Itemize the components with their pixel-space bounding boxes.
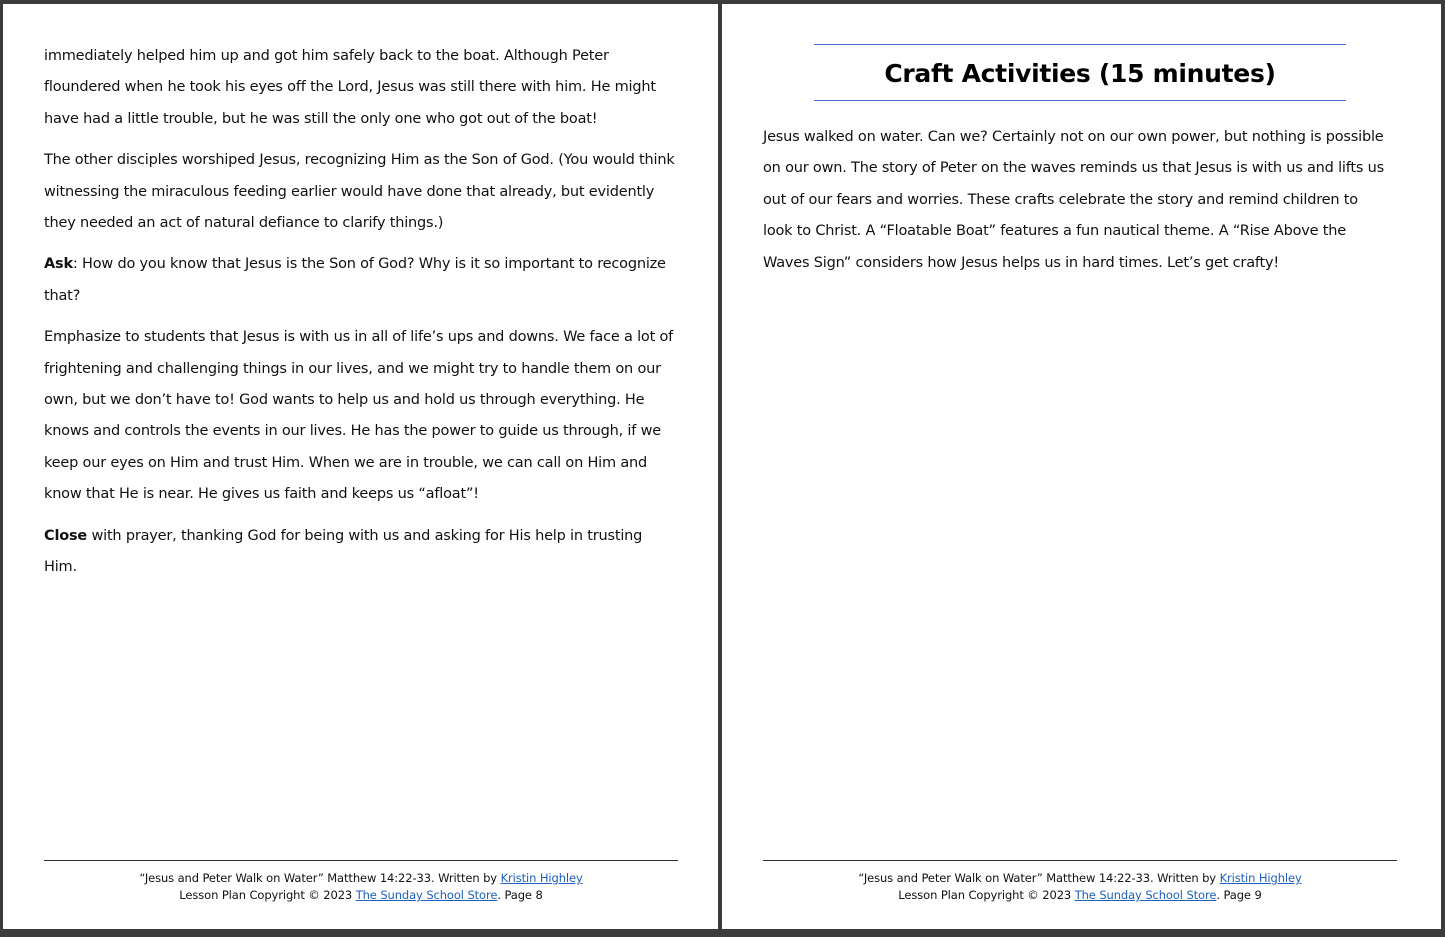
page-8 (3, 4, 718, 929)
section-heading: Craft Activities (15 minutes) (884, 59, 1276, 88)
footer-credit-line: “Jesus and Peter Walk on Water” Matthew 14:22-33. Written by Kristin Highley (139, 871, 583, 885)
page-8-body (44, 41, 678, 594)
footer-copyright-line: Lesson Plan Copyright © 2023 The Sunday School Store. Page 8 (179, 888, 543, 902)
page-9 (722, 4, 1441, 929)
author-link[interactable]: Kristin Highley (1219, 871, 1302, 885)
close-paragraph: Close with prayer, thanking God for being with us and asking for His help in trusting Him. (44, 527, 643, 576)
store-link[interactable]: The Sunday School Store (1074, 888, 1217, 902)
paragraph: immediately helped him up and got him safely back to the boat. Although Peter floundered when he took his eyes off the Lord, Jesus was still there with him. He might have had a little trouble, but he was still the only one who got out of the boat! (44, 48, 656, 127)
ask-label: Ask (44, 256, 73, 273)
close-label: Close (44, 527, 88, 544)
page-footer (763, 860, 1397, 904)
paragraph: The other disciples worshiped Jesus, recognizing Him as the Son of God. (You would think witnessing the miraculous feeding earlier would have done that already, but evidently they needed an act of natural defiance to clarify things.) (44, 152, 675, 232)
page-footer (44, 860, 678, 904)
page-number: . Page 9 (1216, 888, 1262, 902)
footer-copyright-line: Lesson Plan Copyright © 2023 The Sunday School Store. Page 9 (898, 888, 1262, 902)
page-9-body (763, 122, 1391, 289)
footer-divider (763, 860, 1397, 861)
footer-divider (44, 860, 678, 861)
ask-paragraph: Ask: How do you know that Jesus is the Son of God? Why is it so important to recognize that? (44, 256, 666, 304)
paragraph: Emphasize to students that Jesus is with us in all of life’s ups and downs. We face a lot of frightening and challenging things in our lives, and we might try to handle them on our own, but we don’t have to! God wants to help us and hold us through everything. He knows and controls the events in our lives. He has the power to guide us through, if we keep our eyes on Him and trust Him. When we are in trouble, we can call on Him and know that He is near. He gives us faith and keeps us “afloat”! (44, 329, 674, 503)
store-link[interactable]: The Sunday School Store (355, 888, 498, 902)
footer-credit-line: “Jesus and Peter Walk on Water” Matthew 14:22-33. Written by Kristin Highley (858, 871, 1302, 885)
page-number: . Page 8 (497, 888, 543, 902)
heading-rule-bottom (814, 100, 1346, 101)
section-heading-block (814, 44, 1346, 101)
paragraph: Jesus walked on water. Can we? Certainly not on our own power, but nothing is possible on our own. The story of Peter on the waves reminds us that Jesus is with us and lifts us out of our fears and worries. These crafts celebrate the story and remind children to look to Christ. A “Floatable Boat” features a fun nautical theme. A “Rise Above the Waves Sign” considers how Jesus helps us in hard times. Let’s get crafty! (763, 129, 1384, 271)
author-link[interactable]: Kristin Highley (500, 871, 583, 885)
